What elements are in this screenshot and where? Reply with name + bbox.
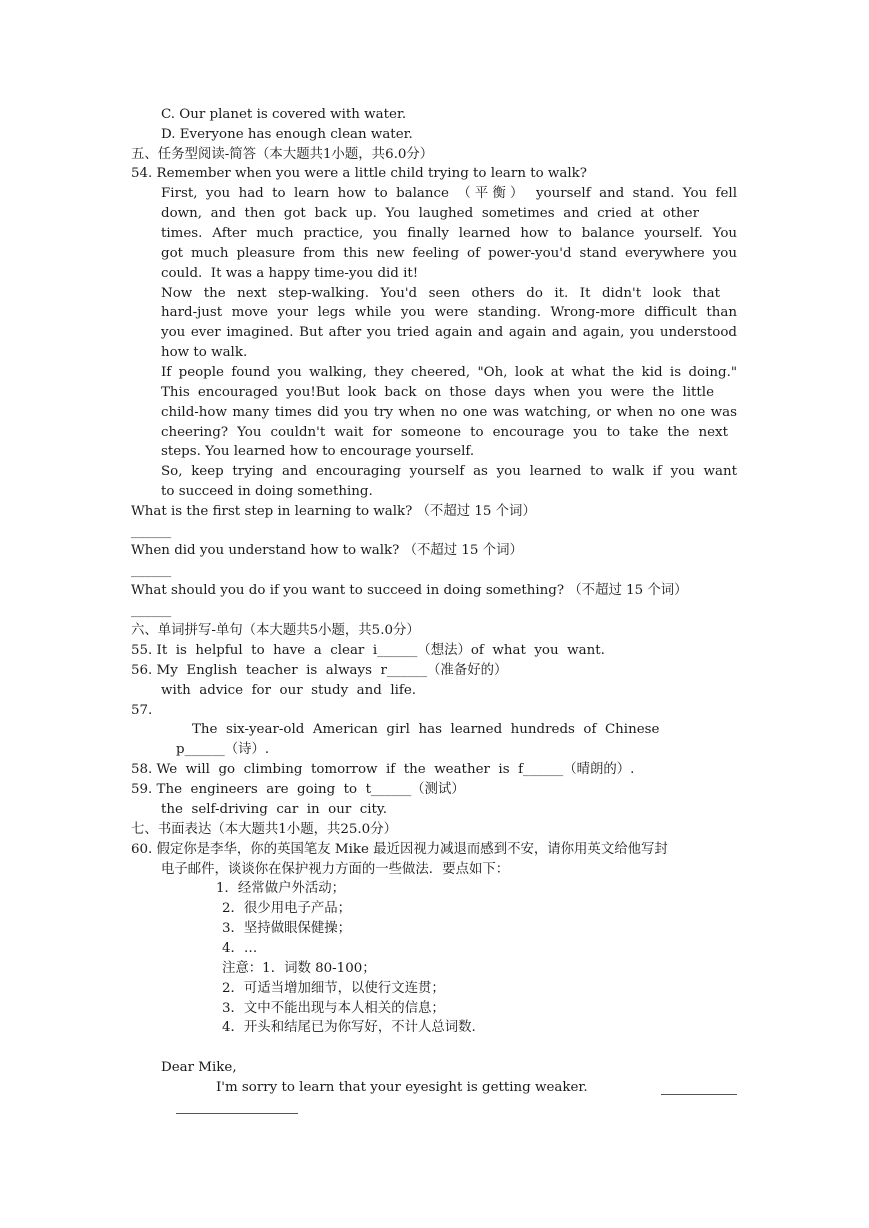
passage-line: Now the next step-walking. You'd seen others do it. It didn't look that (161, 286, 720, 301)
answer-blank-3[interactable]: ______ (131, 603, 172, 618)
section-heading-7: 七、书面表达（本大题共1小题，共25.0分） (131, 822, 397, 837)
note-4: 4．开头和结尾已为你写好，不计人总词数. (222, 1020, 476, 1035)
sub-question-3: What should you do if you want to succeed in doing something? （不超过 15 个词） (131, 583, 688, 598)
note-1: 注意：1．词数 80-100； (222, 961, 376, 976)
answer-blank-1[interactable]: ______ (131, 524, 172, 539)
section-heading-5: 五、任务型阅读-简答（本大题共1小题，共6.0分） (131, 147, 434, 162)
passage-line: times. After much practice, you finally learned how to balance yourself. You (161, 226, 737, 241)
passage-line: got much pleasure from this new feeling of power-you'd stand everywhere you (161, 246, 737, 261)
note-2: 2．可适当增加细节，以使行文连贯； (222, 981, 445, 996)
passage-line: down, and then got back up. You laughed sometimes and cried at other (161, 206, 699, 221)
answer-blank-2[interactable]: ______ (131, 563, 172, 578)
question-56-cont: with advice for our study and life. (161, 683, 417, 698)
passage-line: hard-just move your legs while you were standing. Wrong-more difficult than (161, 305, 737, 320)
point-1: 1．经常做户外活动； (216, 881, 346, 896)
point-2: 2．很少用电子产品； (222, 901, 352, 916)
question-59: 59. The engineers are going to t______（测试） (131, 782, 465, 797)
passage-line: you ever imagined. But after you tried again and again and again, you understood (161, 325, 737, 340)
writing-line-2[interactable] (176, 1113, 298, 1114)
passage-line: child-how many times did you try when no one was watching, or when no one was (161, 405, 737, 420)
question-57-number: 57. (131, 703, 153, 718)
passage-line: how to walk. (161, 345, 248, 360)
question-57: The six-year-old American girl has learned hundreds of Chinese (192, 722, 660, 737)
question-60-cont: 电子邮件，谈谈你在保护视力方面的一些做法．要点如下： (161, 862, 510, 877)
letter-salutation: Dear Mike, (161, 1060, 237, 1075)
question-56: 56. My English teacher is always r______（准备好的） (131, 663, 508, 678)
note-3: 3．文中不能出现与本人相关的信息； (222, 1001, 445, 1016)
passage-line: First, you had to learn how to balance （平衡） yourself and stand. You fell (161, 186, 737, 201)
sub-question-1: What is the first step in learning to walk? （不超过 15 个词） (131, 504, 536, 519)
letter-opening: I'm sorry to learn that your eyesight is getting weaker. (216, 1080, 588, 1095)
section-heading-6: 六、单词拼写-单句（本大题共5小题，共5.0分） (131, 623, 420, 638)
passage-line: If people found you walking, they cheered, "Oh, look at what the kid is doing." (161, 365, 737, 380)
question-57-cont: p______（诗）. (176, 742, 270, 757)
point-3: 3．坚持做眼保健操； (222, 921, 352, 936)
question-54: 54. Remember when you were a little child trying to learn to walk? (131, 166, 587, 181)
writing-line-1[interactable] (661, 1094, 737, 1095)
passage-line: cheering? You couldn't wait for someone to encourage you to take the next (161, 425, 728, 440)
passage-line: steps. You learned how to encourage yourself. (161, 444, 475, 459)
question-59-cont: the self-driving car in our city. (161, 802, 387, 817)
question-60: 60. 假定你是李华，你的英国笔友 Mike 最近因视力减退而感到不安，请你用英文给他写封 (131, 842, 668, 857)
passage-line: This encouraged you!But look back on those days when you were the little (161, 385, 714, 400)
passage-line: to succeed in doing something. (161, 484, 373, 499)
passage-line: could. It was a happy time-you did it! (161, 266, 419, 281)
sub-question-2: When did you understand how to walk? （不超过 15 个词） (131, 543, 523, 558)
passage-line: So, keep trying and encouraging yourself as you learned to walk if you want (161, 464, 737, 479)
question-55: 55. It is helpful to have a clear i______（想法）of what you want. (131, 643, 605, 658)
point-4: 4．… (222, 941, 258, 956)
question-58: 58. We will go climbing tomorrow if the weather is f______（晴朗的）. (131, 762, 635, 777)
option-d: D. Everyone has enough clean water. (161, 127, 413, 142)
option-c: C. Our planet is covered with water. (161, 107, 407, 122)
